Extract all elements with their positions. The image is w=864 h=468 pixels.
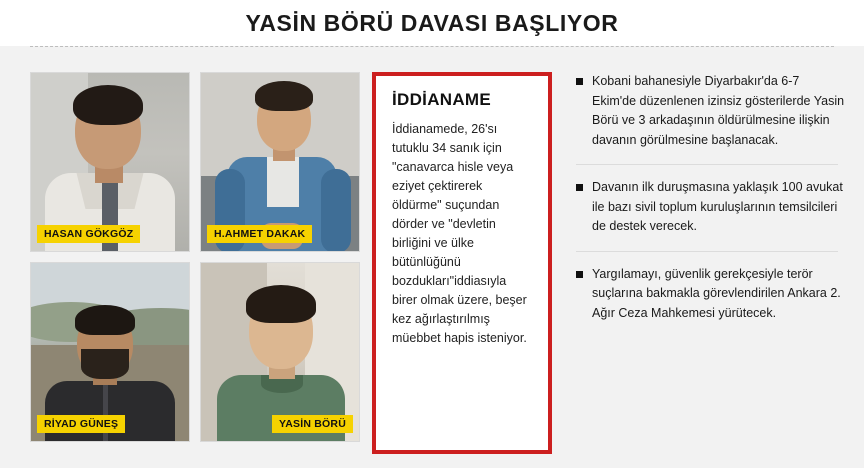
photo-caption: YASİN BÖRÜ: [272, 415, 353, 433]
list-item-text: Davanın ilk duruşmasına yaklaşık 100 avukat ile bazı sivil toplum kuruluşlarının temsilcileri de destek verecek.: [592, 180, 843, 233]
list-item-text: Kobani bahanesiyle Diyarbakır'da 6-7 Ekim'de düzenlenen izinsiz gösterilerde Yasin Börü ve 3 arkadaşının öldürülmesine ilişkin davanın görülmesine başlanacak.: [592, 74, 845, 147]
photo-arm-right: [321, 169, 351, 252]
header-bar: [0, 0, 864, 46]
photo-tshirt: [267, 157, 299, 207]
list-divider: [576, 164, 838, 165]
photo-hair: [73, 85, 143, 125]
indictment-heading: İDDİANAME: [392, 90, 492, 109]
photo-hair: [246, 285, 316, 323]
page-title: YASİN BÖRÜ DAVASI BAŞLIYOR: [245, 9, 619, 36]
list-divider: [576, 251, 838, 252]
photo-caption: HASAN GÖKGÖZ: [37, 225, 140, 243]
photo-yasin-boru: [200, 262, 360, 442]
indictment-panel: [372, 72, 552, 454]
list-item-text: Yargılamayı, güvenlik gerekçesiyle terör suçlarına bakmakla görevlendirilen Ankara 2. Ağır Ceza Mahkemesi yürütecek.: [592, 266, 841, 320]
photo-grid: [30, 72, 360, 444]
photo-riyad-gunes: [30, 262, 190, 442]
header-divider: [30, 46, 834, 47]
photo-h-ahmet-dakak: [200, 72, 360, 252]
square-bullet-icon: [576, 78, 583, 85]
list-item: [576, 178, 846, 237]
indictment-body: İddianamede, 26'sı tutuklu 34 sanık için "canavarca hisle veya eziyet çektirerek öldürme" suçundan dörder ve "devletin birliğini ve ülke bütünlüğünü bozdukları"iddiasıyla birer olmak üzere, beşer kez ağırlaştırılmış müebbet hapis isteniyor.: [392, 122, 527, 345]
photo-hasan-gokgoz: [30, 72, 190, 252]
square-bullet-icon: [576, 184, 583, 191]
square-bullet-icon: [576, 271, 583, 278]
bullet-list: [576, 72, 846, 337]
photo-caption: RİYAD GÜNEŞ: [37, 415, 125, 433]
list-item: [576, 72, 846, 150]
list-item: [576, 265, 846, 324]
photo-hair: [255, 81, 313, 111]
photo-hair: [75, 305, 135, 335]
photo-caption: H.AHMET DAKAK: [207, 225, 312, 243]
photo-beard: [81, 349, 129, 379]
